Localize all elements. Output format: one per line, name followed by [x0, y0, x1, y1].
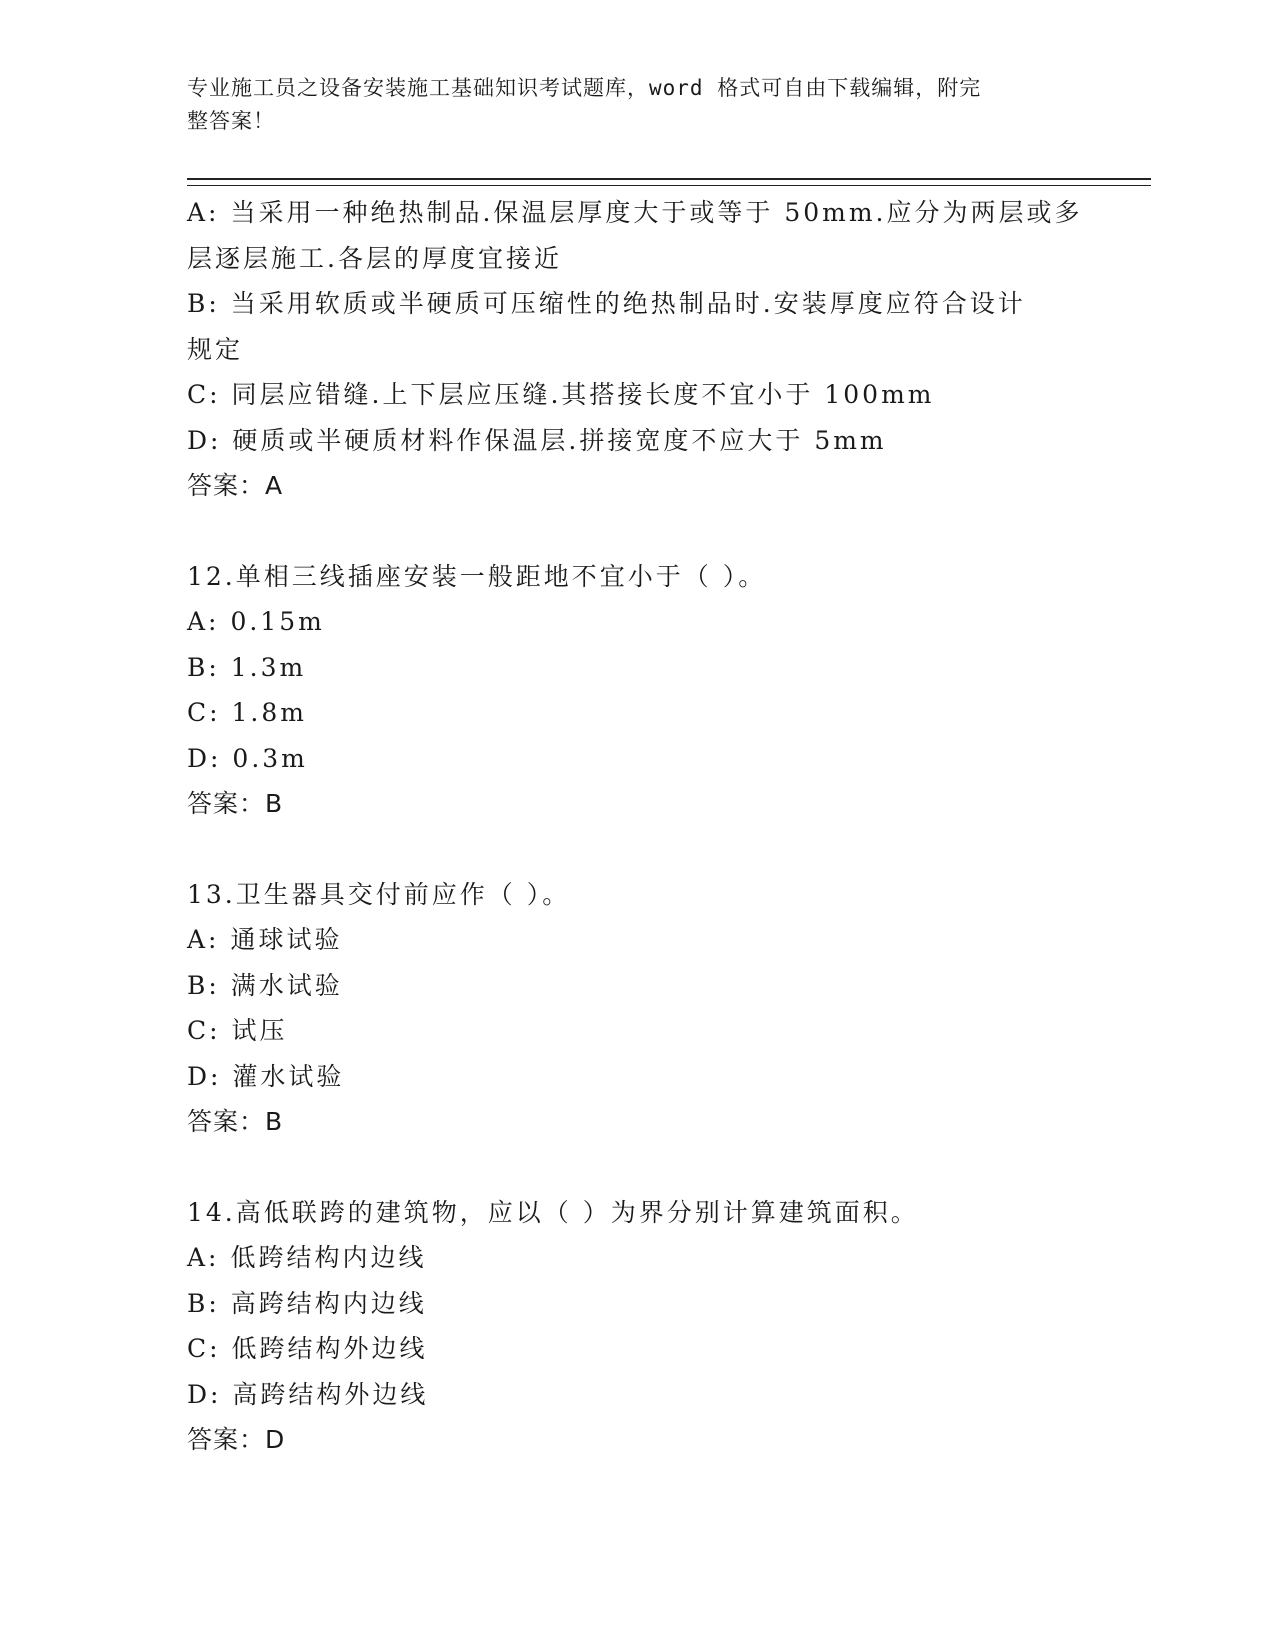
option-label: A:	[187, 925, 220, 954]
option-a	[187, 917, 1087, 963]
option-a-continued: 层逐层施工.各层的厚度宜接近	[187, 243, 562, 273]
question-14	[187, 1190, 1087, 1463]
option-b	[187, 963, 1087, 1009]
option-text: 灌水试验	[232, 1061, 345, 1091]
option-label: D:	[187, 743, 222, 773]
option-b	[187, 1281, 1087, 1327]
option-text: 满水试验	[230, 970, 343, 1000]
option-d	[187, 1054, 1087, 1100]
option-d	[187, 418, 1087, 464]
question-stem: 13.卫生器具交付前应作（ ）。	[187, 879, 571, 909]
option-text: 同层应错缝.上下层应压缝.其搭接长度不宜小于 100mm	[231, 380, 935, 409]
option-text: 硬质或半硬质材料作保温层.拼接宽度不应大于 5mm	[232, 425, 887, 455]
option-b	[187, 645, 1087, 691]
option-text: 当采用一种绝热制品.保温层厚度大于或等于 50mm.应分为两层或多	[230, 198, 1083, 227]
option-text: 高跨结构外边线	[232, 1379, 429, 1409]
option-label: B:	[187, 970, 220, 1000]
option-label: B:	[187, 289, 220, 318]
option-text: 1.3m	[230, 652, 307, 682]
answer-line: 答案：D	[187, 1425, 286, 1454]
document-header	[187, 72, 1067, 138]
option-c	[187, 372, 1087, 418]
spacer	[187, 509, 1087, 554]
option-c	[187, 690, 1087, 736]
option-text: 0.15m	[230, 607, 325, 636]
answer-line: 答案：B	[187, 789, 284, 818]
question-13	[187, 872, 1087, 1145]
option-c	[187, 1008, 1087, 1054]
option-label: C:	[187, 698, 221, 727]
option-a	[187, 599, 1087, 645]
option-label: B:	[187, 652, 220, 682]
option-c	[187, 1326, 1087, 1372]
option-label: C:	[187, 1334, 221, 1363]
question-list	[187, 190, 1087, 1463]
header-line-1: 专业施工员之设备安装施工基础知识考试题库，word 格式可自由下载编辑，附完	[187, 76, 982, 100]
option-label: D:	[187, 425, 222, 455]
option-b	[187, 281, 1087, 327]
option-text: 当采用软质或半硬质可压缩性的绝热制品时.安装厚度应符合设计	[230, 289, 1026, 318]
option-b-continued: 规定	[187, 334, 244, 364]
option-text: 通球试验	[230, 925, 343, 954]
option-label: B:	[187, 1288, 220, 1318]
option-label: C:	[187, 1016, 221, 1045]
header-divider	[187, 178, 1151, 186]
option-text: 低跨结构外边线	[231, 1334, 428, 1363]
question-12	[187, 554, 1087, 827]
option-label: A:	[187, 607, 220, 636]
option-a	[187, 1235, 1087, 1281]
answer-line: 答案：A	[187, 471, 284, 500]
option-d	[187, 736, 1087, 782]
answer-line: 答案：B	[187, 1107, 284, 1136]
header-line-2: 整答案！	[187, 109, 275, 133]
question-stem: 14.高低联跨的建筑物，应以（ ）为界分别计算建筑面积。	[187, 1197, 919, 1227]
option-label: A:	[187, 198, 220, 227]
option-a	[187, 190, 1087, 236]
option-label: D:	[187, 1061, 222, 1091]
option-label: C:	[187, 380, 221, 409]
question-stem: 12.单相三线插座安装一般距地不宜小于（ ）。	[187, 561, 767, 591]
option-text: 试压	[231, 1016, 288, 1045]
option-text: 1.8m	[231, 698, 307, 727]
option-d	[187, 1372, 1087, 1418]
option-text: 0.3m	[232, 743, 308, 773]
spacer	[187, 827, 1087, 872]
option-text: 高跨结构内边线	[230, 1288, 427, 1318]
option-label: A:	[187, 1243, 220, 1272]
spacer	[187, 1145, 1087, 1190]
question-11-continued	[187, 190, 1087, 509]
option-text: 低跨结构内边线	[230, 1243, 427, 1272]
option-label: D:	[187, 1379, 222, 1409]
